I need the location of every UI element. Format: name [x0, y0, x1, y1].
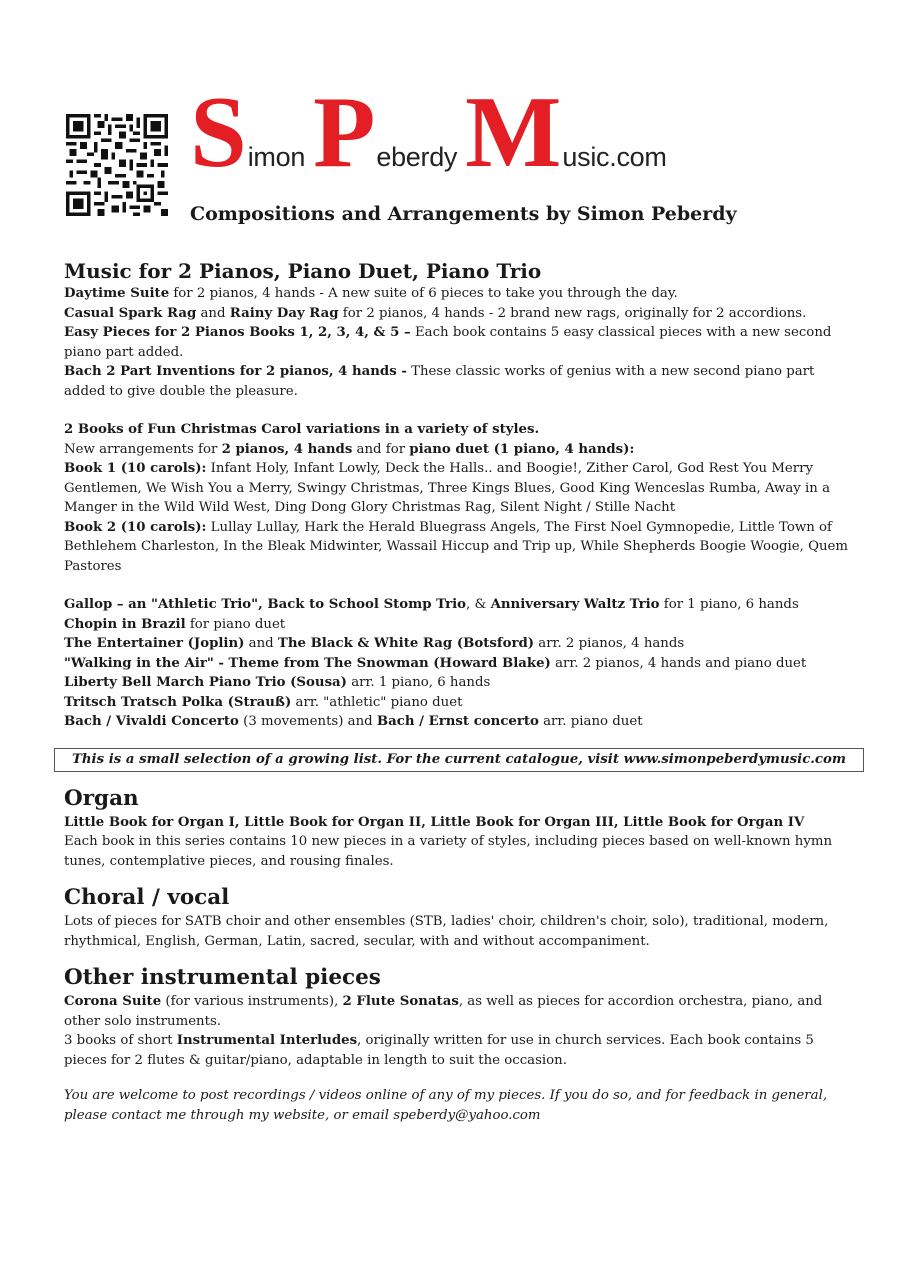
entry-walking-in-the-air	[64, 654, 854, 674]
entry-liberty-bell	[64, 673, 854, 693]
entry-title: Casual Spark Rag	[64, 305, 197, 321]
entry-title: Rainy Day Rag	[229, 305, 339, 321]
entry-title: Gallop – an "Athletic Trio", Back to School Stomp Trio	[64, 597, 467, 612]
entry-text: arr. piano duet	[538, 714, 643, 729]
entry-text: , &	[466, 597, 491, 612]
entry-interludes	[64, 1031, 854, 1070]
entry-text: and	[196, 305, 230, 321]
entry-gallop	[64, 595, 854, 615]
entry-text: for 2 pianos, 4 hands - A new suite of 6 pieces to take you through the day.	[169, 286, 678, 301]
entry-text: , originally written for use in church services. Each book contains 5 pieces for 2 flutes & guitar/piano, adaptable in length to suit the occasion.	[64, 1033, 814, 1068]
entry-text: 3 books of short	[64, 1033, 177, 1048]
entry-title: Bach / Vivaldi Concerto	[64, 714, 239, 729]
entry-title: The Entertainer (Joplin)	[64, 636, 245, 651]
entry-title: 2 Books of Fun Christmas Carol variations in a variety of styles.	[64, 422, 540, 437]
logo-text: eberdy	[376, 142, 458, 172]
entry-entertainer	[64, 634, 854, 654]
entry-text: Lullay Lullay, Hark the Herald Bluegrass Angels, The First Noel Gymnopedie, Little Town of Bethlehem Charleston, In the Bleak Midwinter, Wassail Hiccup and Trip up, While Shepherds Boogie Woogie, Quem Pastores	[64, 519, 849, 574]
entry-title: Easy Pieces for 2 Pianos Books 1, 2, 3, 4, & 5 –	[64, 325, 411, 340]
entry-tritsch-tratsch	[64, 693, 854, 713]
entry-title: Instrumental Interludes	[176, 1033, 358, 1048]
entry-text: and	[244, 636, 278, 651]
catalogue-content	[64, 258, 854, 1125]
entry-chopin	[64, 615, 854, 635]
christmas-heading	[64, 420, 854, 440]
entry-text: Each book contains 5 easy classical pieces with a new second piano part added.	[64, 325, 832, 360]
entry-title: Daytime Suite	[64, 286, 170, 301]
entry-title: 2 pianos, 4 hands	[221, 441, 353, 457]
entry-text: arr. "athletic" piano duet	[291, 694, 463, 710]
entry-easy-pieces	[64, 323, 854, 362]
entry-text: (3 movements) and	[238, 714, 377, 729]
organ-description: Each book in this series contains 10 new pieces in a variety of styles, including pieces based on well-known hymn tunes, contemplative pieces, and rousing finales.	[64, 834, 833, 869]
entry-text: (for various instruments),	[161, 994, 343, 1009]
entry-vivaldi	[64, 712, 854, 732]
section-heading-choral: Choral / vocal	[64, 885, 230, 910]
entry-rags	[64, 304, 854, 324]
entry-title: "Walking in the Air" - Theme from The Snowman (Howard Blake)	[64, 655, 551, 671]
section-heading-pianos: Music for 2 Pianos, Piano Duet, Piano Trio	[64, 259, 542, 283]
entry-text: arr. 2 pianos, 4 hands and piano duet	[550, 655, 807, 671]
site-logo[interactable]	[190, 76, 675, 200]
entry-text: arr. 2 pianos, 4 hands	[534, 636, 685, 651]
logo-letter: S	[190, 76, 247, 189]
christmas-intro	[64, 440, 854, 460]
entry-title: Book 1 (10 carols):	[64, 461, 207, 476]
entry-text: for piano duet	[185, 616, 286, 632]
section-heading-instrumental: Other instrumental pieces	[64, 965, 381, 990]
entry-text: New arrangements for	[64, 441, 222, 457]
entry-title: Corona Suite	[64, 994, 162, 1009]
tagline: Compositions and Arrangements by Simon Peberdy	[190, 203, 737, 225]
entry-title: Tritsch Tratsch Polka (Strauß)	[64, 694, 292, 710]
entry-corona	[64, 992, 854, 1031]
entry-text: , as well as pieces for accordion orchestra, piano, and other solo instruments.	[64, 994, 823, 1029]
entry-text: for 2 pianos, 4 hands - 2 brand new rags, originally for 2 accordions.	[338, 305, 807, 321]
entry-text: Infant Holy, Infant Lowly, Deck the Halls.. and Boogie!, Zither Carol, God Rest You Merry Gentlemen, We Wish You a Merry, Swingy Christmas, Three Kings Blues, Good King Wenceslas Rumba, Away in a Manger in the Wild Wild West, Ding Dong Glory Christmas Rag, Silent Night / Stille Nacht	[64, 461, 830, 515]
entry-text: These classic works of genius with a new second piano part added to give double the pleasure.	[64, 364, 815, 399]
entry-title: piano duet (1 piano, 4 hands):	[409, 441, 635, 457]
logo-text: imon	[247, 142, 306, 172]
logo-text: usic.com	[562, 142, 667, 172]
entry-title: Liberty Bell March Piano Trio (Sousa)	[64, 675, 347, 690]
entry-title: Anniversary Waltz Trio	[490, 597, 660, 612]
logo-letter: P	[313, 76, 376, 189]
christmas-book-2	[64, 518, 854, 577]
entry-text: for 1 piano, 6 hands	[659, 597, 799, 612]
catalogue-notice-box[interactable]: This is a small selection of a growing list. For the current catalogue, visit www.simonpeberdymusic.com	[54, 748, 864, 772]
entry-title: The Black & White Rag (Botsford)	[277, 636, 535, 651]
closing-note: You are welcome to post recordings / videos online of any of my pieces. If you do so, and for feedback in general, please contact me through my website, or email speberdy@yahoo.com	[64, 1088, 828, 1123]
logo-letter: M	[465, 76, 562, 189]
entry-title: Bach / Ernst concerto	[376, 714, 539, 729]
entry-bach-inventions	[64, 362, 854, 401]
qr-code-icon	[66, 114, 168, 216]
entry-title: Bach 2 Part Inventions for 2 pianos, 4 hands -	[64, 364, 407, 379]
organ-titles	[64, 813, 854, 833]
section-heading-organ: Organ	[64, 785, 139, 811]
entry-title: Chopin in Brazil	[64, 616, 186, 632]
entry-title: Little Book for Organ I, Little Book for Organ II, Little Book for Organ III, Little Book for Organ IV	[64, 814, 805, 830]
entry-title: Book 2 (10 carols):	[64, 519, 207, 535]
entry-text: and for	[352, 441, 410, 457]
entry-text: arr. 1 piano, 6 hands	[346, 675, 491, 690]
choral-description: Lots of pieces for SATB choir and other ensembles (STB, ladies' choir, children's choir, solo), traditional, modern, rhythmical, English, German, Latin, sacred, secular, with and without accompaniment.	[64, 914, 829, 949]
entry-title: 2 Flute Sonatas	[342, 994, 459, 1009]
christmas-book-1	[64, 459, 854, 518]
entry-daytime	[64, 284, 854, 304]
